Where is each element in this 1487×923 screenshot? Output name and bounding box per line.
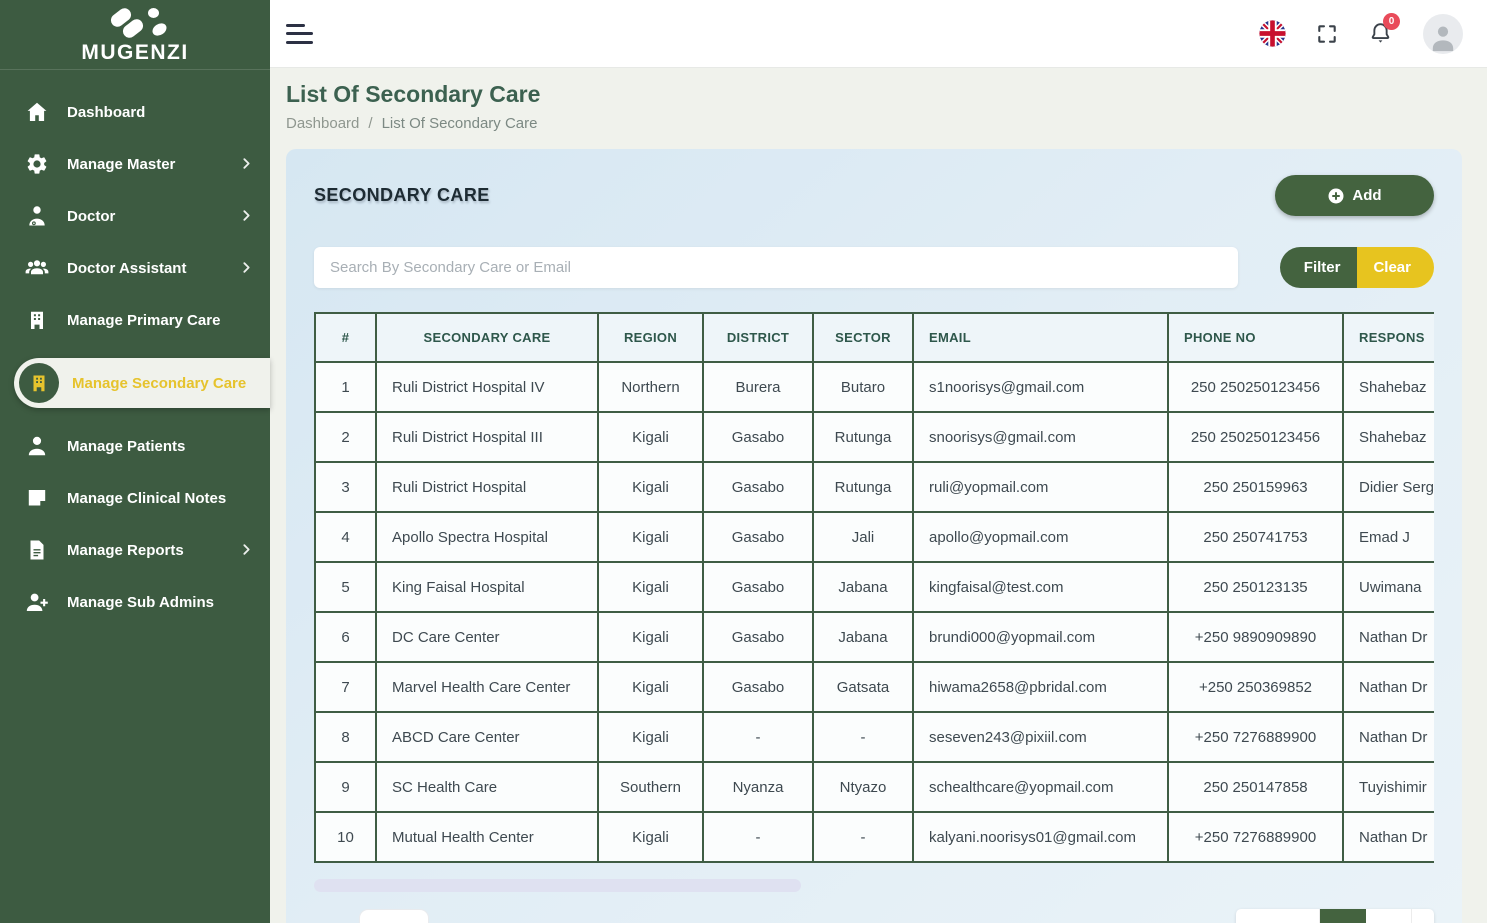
cell-email: seseven243@pixiil.com: [913, 712, 1168, 762]
cell-email: hiwama2658@pbridal.com: [913, 662, 1168, 712]
sidebar-item-manage-reports[interactable]: [0, 524, 270, 576]
sidebar-item-dashboard[interactable]: [0, 86, 270, 138]
secondary-care-card: [286, 149, 1462, 923]
notifications-bell-icon[interactable]: [1368, 16, 1395, 46]
cell-sector: -: [813, 812, 913, 862]
breadcrumb: [286, 115, 1487, 132]
cell-district: Gasabo: [703, 612, 813, 662]
cell-region: Kigali: [598, 662, 703, 712]
sidebar-item-label: Manage Reports: [67, 541, 184, 559]
sidebar-item-label: Dashboard: [67, 103, 146, 121]
cell-num: 1: [315, 362, 376, 412]
people-icon: [24, 255, 50, 281]
column-header-name: SECONDARY CARE: [376, 313, 598, 362]
breadcrumb-current: List Of Secondary Care: [381, 115, 538, 132]
pills-icon: [98, 8, 172, 40]
cell-name: ABCD Care Center: [376, 712, 598, 762]
table-body: [315, 362, 1434, 862]
pagination-rest: [1412, 909, 1434, 923]
clear-button[interactable]: Clear: [1357, 247, 1434, 288]
cell-sector: Jabana: [813, 612, 913, 662]
cell-responsible: Tuyishimir: [1343, 762, 1434, 812]
cell-phone: +250 250369852: [1168, 662, 1343, 712]
sidebar-item-doctor[interactable]: [0, 190, 270, 242]
table-row: [315, 512, 1434, 562]
cell-responsible: Shahebaz: [1343, 362, 1434, 412]
cell-responsible: Nathan Dr: [1343, 662, 1434, 712]
sidebar-item-manage-master[interactable]: [0, 138, 270, 190]
person-plus-icon: [24, 589, 50, 615]
chevron-right-icon: [240, 209, 254, 223]
column-header-district: DISTRICT: [703, 313, 813, 362]
filter-button[interactable]: Filter: [1280, 247, 1358, 288]
table-row: [315, 362, 1434, 412]
column-header-phone: PHONE NO: [1168, 313, 1343, 362]
cell-responsible: Nathan Dr: [1343, 612, 1434, 662]
doctor-icon: [24, 203, 50, 229]
cell-phone: 250 250250123456: [1168, 362, 1343, 412]
hospital-icon: [19, 363, 59, 403]
cell-district: Nyanza: [703, 762, 813, 812]
sidebar-item-label: Manage Clinical Notes: [67, 489, 227, 507]
fullscreen-icon[interactable]: [1316, 23, 1338, 45]
column-header-sector: SECTOR: [813, 313, 913, 362]
cell-region: Kigali: [598, 712, 703, 762]
cell-name: SC Health Care: [376, 762, 598, 812]
plus-circle-icon: [1327, 187, 1345, 205]
cell-phone: +250 7276889900: [1168, 712, 1343, 762]
cell-email: s1noorisys@gmail.com: [913, 362, 1168, 412]
user-avatar[interactable]: [1423, 14, 1463, 54]
cell-email: brundi000@yopmail.com: [913, 612, 1168, 662]
cell-sector: Ntyazo: [813, 762, 913, 812]
sidebar-menu: [0, 70, 270, 628]
cell-sector: Rutunga: [813, 412, 913, 462]
cell-district: Gasabo: [703, 412, 813, 462]
table-row: [315, 812, 1434, 862]
add-button[interactable]: Add: [1275, 175, 1434, 216]
cell-name: Ruli District Hospital: [376, 462, 598, 512]
cell-num: 2: [315, 412, 376, 462]
search-input[interactable]: [314, 247, 1238, 288]
cell-name: Marvel Health Care Center: [376, 662, 598, 712]
cell-sector: -: [813, 712, 913, 762]
cell-district: Gasabo: [703, 562, 813, 612]
cell-phone: 250 250147858: [1168, 762, 1343, 812]
pagination-prev[interactable]: [1236, 909, 1320, 923]
cell-district: Gasabo: [703, 662, 813, 712]
cell-email: kingfaisal@test.com: [913, 562, 1168, 612]
cell-num: 5: [315, 562, 376, 612]
brand-logo: [0, 0, 270, 70]
cell-responsible: Emad J: [1343, 512, 1434, 562]
cell-sector: Jali: [813, 512, 913, 562]
cell-email: ruli@yopmail.com: [913, 462, 1168, 512]
cell-region: Southern: [598, 762, 703, 812]
cell-responsible: Nathan Dr: [1343, 712, 1434, 762]
cell-region: Kigali: [598, 412, 703, 462]
sidebar-item-doctor-assistant[interactable]: [0, 242, 270, 294]
sidebar-item-manage-sub-admins[interactable]: [0, 576, 270, 628]
cell-name: King Faisal Hospital: [376, 562, 598, 612]
horizontal-scrollbar[interactable]: [314, 879, 801, 892]
sidebar-item-label: Manage Primary Care: [67, 311, 221, 329]
sidebar-item-label: Manage Patients: [67, 437, 186, 455]
document-icon: [24, 537, 50, 563]
table-wrapper: [314, 312, 1434, 863]
rows-per-page-select[interactable]: [359, 909, 429, 923]
hospital-icon: [24, 307, 50, 333]
notification-badge: 0: [1383, 13, 1400, 30]
cell-responsible: Uwimana: [1343, 562, 1434, 612]
card-title: SECONDARY CARE: [314, 185, 490, 205]
table-row: [315, 462, 1434, 512]
cell-region: Northern: [598, 362, 703, 412]
secondary-care-table: [314, 312, 1434, 863]
cell-sector: Gatsata: [813, 662, 913, 712]
table-row: [315, 662, 1434, 712]
main-content: [270, 68, 1487, 923]
cell-email: apollo@yopmail.com: [913, 512, 1168, 562]
topbar: [270, 0, 1487, 68]
sidebar-item-label: Manage Master: [67, 155, 176, 173]
column-header-responsible: RESPONS: [1343, 313, 1434, 362]
note-icon: [24, 485, 50, 511]
table-row: [315, 762, 1434, 812]
cell-region: Kigali: [598, 612, 703, 662]
cell-district: Gasabo: [703, 462, 813, 512]
pagination[interactable]: [1236, 909, 1434, 923]
breadcrumb-separator: /: [368, 115, 373, 132]
column-header-num: #: [315, 313, 376, 362]
cell-responsible: Didier Serg: [1343, 462, 1434, 512]
cell-responsible: Shahebaz: [1343, 412, 1434, 462]
sidebar-item-manage-patients[interactable]: [0, 420, 270, 472]
sidebar-item-manage-clinical-notes[interactable]: [0, 472, 270, 524]
cell-sector: Rutunga: [813, 462, 913, 512]
table-row: [315, 562, 1434, 612]
column-header-region: REGION: [598, 313, 703, 362]
cell-region: Kigali: [598, 562, 703, 612]
cell-district: Gasabo: [703, 512, 813, 562]
cell-phone: +250 7276889900: [1168, 812, 1343, 862]
cell-num: 6: [315, 612, 376, 662]
cell-region: Kigali: [598, 812, 703, 862]
table-row: [315, 612, 1434, 662]
pagination-page-active[interactable]: [1320, 909, 1366, 923]
column-header-email: EMAIL: [913, 313, 1168, 362]
cell-phone: 250 250250123456: [1168, 412, 1343, 462]
cell-phone: 250 250741753: [1168, 512, 1343, 562]
cell-num: 3: [315, 462, 376, 512]
cell-responsible: Nathan Dr: [1343, 812, 1434, 862]
gear-icon: [24, 151, 50, 177]
cell-district: Burera: [703, 362, 813, 412]
cell-num: 8: [315, 712, 376, 762]
cell-email: kalyani.noorisys01@gmail.com: [913, 812, 1168, 862]
sidebar-item-manage-primary-care[interactable]: [0, 294, 270, 346]
home-icon: [24, 99, 50, 125]
cell-num: 4: [315, 512, 376, 562]
person-icon: [24, 433, 50, 459]
hamburger-menu-icon[interactable]: [286, 24, 314, 44]
page-title: List Of Secondary Care: [286, 81, 541, 107]
cell-phone: 250 250159963: [1168, 462, 1343, 512]
cell-name: Mutual Health Center: [376, 812, 598, 862]
cell-phone: +250 9890909890: [1168, 612, 1343, 662]
chevron-right-icon: [240, 261, 254, 275]
table-row: [315, 412, 1434, 462]
language-flag-uk-icon[interactable]: [1259, 20, 1286, 47]
breadcrumb-dashboard-link[interactable]: Dashboard: [286, 115, 360, 132]
sidebar-item-label: Doctor Assistant: [67, 259, 187, 277]
table-row: [315, 712, 1434, 762]
cell-district: -: [703, 712, 813, 762]
sidebar: [0, 0, 270, 923]
cell-region: Kigali: [598, 512, 703, 562]
cell-district: -: [703, 812, 813, 862]
chevron-right-icon: [240, 157, 254, 171]
cell-name: Apollo Spectra Hospital: [376, 512, 598, 562]
cell-region: Kigali: [598, 462, 703, 512]
sidebar-item-label: Manage Secondary Care: [72, 374, 247, 392]
cell-num: 7: [315, 662, 376, 712]
cell-email: schealthcare@yopmail.com: [913, 762, 1168, 812]
cell-name: Ruli District Hospital III: [376, 412, 598, 462]
cell-phone: 250 250123135: [1168, 562, 1343, 612]
cell-email: snoorisys@gmail.com: [913, 412, 1168, 462]
sidebar-item-label: Manage Sub Admins: [67, 593, 214, 611]
table-header-row: [315, 313, 1434, 362]
sidebar-item-label: Doctor: [67, 207, 116, 225]
cell-num: 9: [315, 762, 376, 812]
cell-num: 10: [315, 812, 376, 862]
cell-sector: Jabana: [813, 562, 913, 612]
pagination-page-next[interactable]: [1366, 909, 1412, 923]
cell-name: DC Care Center: [376, 612, 598, 662]
chevron-right-icon: [240, 543, 254, 557]
cell-sector: Butaro: [813, 362, 913, 412]
sidebar-item-manage-secondary-care[interactable]: [14, 358, 270, 408]
cell-name: Ruli District Hospital IV: [376, 362, 598, 412]
brand-name: MUGENZI: [81, 41, 189, 64]
